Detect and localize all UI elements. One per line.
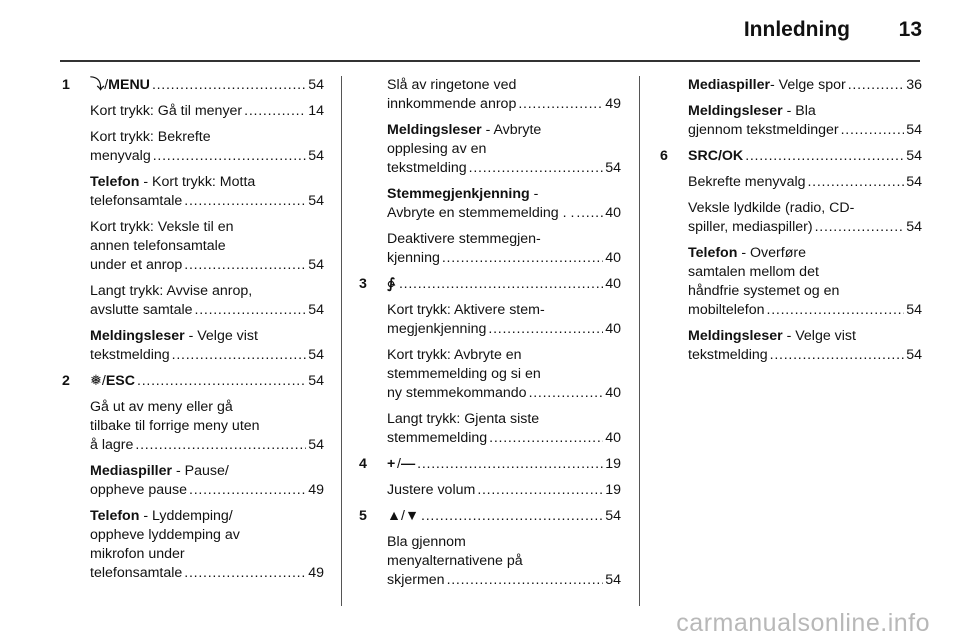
entry-line xyxy=(688,346,922,365)
index-entry xyxy=(387,121,621,178)
entry-text: - Velge spor xyxy=(770,77,846,93)
entry-line xyxy=(90,256,324,275)
entry-line xyxy=(688,327,922,346)
entry-line xyxy=(90,327,324,346)
voice-icon: ∳ xyxy=(387,276,395,292)
entry-text: håndfrie systemet og en xyxy=(688,283,840,299)
entry-text: menyvalg xyxy=(90,148,151,164)
dot-leader xyxy=(489,429,603,448)
page-reference: 54 xyxy=(906,174,922,190)
dot-leader xyxy=(745,147,904,166)
page-reference: 36 xyxy=(906,77,922,93)
entry-line xyxy=(90,76,324,95)
entry-number: 5 xyxy=(359,508,367,524)
dot-leader xyxy=(529,384,604,403)
dot-leader xyxy=(417,455,603,474)
control-key: ▼ xyxy=(405,508,420,524)
index-entry xyxy=(387,185,621,223)
column-divider xyxy=(341,76,342,606)
entry-text: mikrofon under xyxy=(90,546,185,562)
index-entry xyxy=(688,327,922,365)
entry-line xyxy=(90,436,324,455)
page-reference: 54 xyxy=(906,148,922,164)
entry-line xyxy=(90,192,324,211)
entry-number: 2 xyxy=(62,373,70,389)
dot-leader xyxy=(477,481,603,500)
index-entry xyxy=(90,128,324,166)
entry-text: Deaktivere stemmegjen- xyxy=(387,231,541,247)
entry-line xyxy=(387,301,621,320)
entry-text: - Kort trykk: Motta xyxy=(139,174,256,190)
entry-line xyxy=(688,282,922,301)
index-entry xyxy=(688,244,922,320)
entry-text: - Pause/ xyxy=(172,463,229,479)
entry-text: gjennom tekstmeldinger xyxy=(688,122,839,138)
entry-text: innkommende anrop xyxy=(387,96,517,112)
index-entry xyxy=(688,173,922,192)
entry-line xyxy=(387,384,621,403)
index-entry xyxy=(90,462,324,500)
entry-line xyxy=(90,462,324,481)
page-reference: 40 xyxy=(605,430,621,446)
entry-text: Gå ut av meny eller gå xyxy=(90,399,233,415)
entry-text: å lagre xyxy=(90,437,134,453)
entry-line xyxy=(90,218,324,237)
entry-keyword: Mediaspiller xyxy=(688,77,771,93)
dot-leader xyxy=(447,571,604,590)
page-reference: 54 xyxy=(605,160,621,176)
index-entry xyxy=(62,372,324,391)
entry-text: Kort trykk: Gå til menyer xyxy=(90,103,243,119)
entry-line xyxy=(90,545,324,564)
index-entry xyxy=(688,76,922,95)
page-reference: 54 xyxy=(308,302,324,318)
column-divider xyxy=(639,76,640,606)
entry-text: - Lyddemping/ xyxy=(139,508,233,524)
index-entry xyxy=(90,327,324,365)
dot-leader xyxy=(184,564,306,583)
header-rule xyxy=(60,60,920,62)
entry-text: Langt trykk: Gjenta siste xyxy=(387,411,540,427)
entry-line xyxy=(90,417,324,436)
index-entry xyxy=(359,507,621,526)
page-reference: 54 xyxy=(308,193,324,209)
control-icon: ⤵ xyxy=(90,77,105,93)
dot-leader xyxy=(815,218,905,237)
entry-keyword: Stemmegjenkjenning xyxy=(387,186,530,202)
entry-line xyxy=(387,507,621,526)
entry-line xyxy=(90,282,324,301)
entry-line xyxy=(387,429,621,448)
entry-separator: / xyxy=(401,508,405,524)
entry-line xyxy=(90,128,324,147)
entry-number: 3 xyxy=(359,276,367,292)
entry-line xyxy=(387,204,621,223)
page-reference: 54 xyxy=(906,219,922,235)
entry-text: telefonsamtale xyxy=(90,193,183,209)
entry-keyword: Telefon xyxy=(90,174,140,190)
entry-text: annen telefonsamtale xyxy=(90,238,226,254)
entry-line xyxy=(387,455,621,474)
entry-line xyxy=(387,320,621,339)
entry-text: oppheve pause xyxy=(90,482,188,498)
dot-leader xyxy=(135,436,306,455)
control-icon: + xyxy=(387,456,396,472)
entry-line xyxy=(688,121,922,140)
entry-text: oppheve lyddemping av xyxy=(90,527,240,543)
page-reference: 54 xyxy=(906,122,922,138)
entry-text: Kort trykk: Aktivere stem- xyxy=(387,302,545,318)
entry-keyword: Telefon xyxy=(688,245,738,261)
entry-line xyxy=(387,159,621,178)
entry-text: opplesing av en xyxy=(387,141,487,157)
index-entry xyxy=(387,410,621,448)
entry-text: - Avbryte xyxy=(481,122,542,138)
index-entry xyxy=(387,346,621,403)
entry-text: menyalternativene på xyxy=(387,553,523,569)
entry-text: - Overføre xyxy=(737,245,806,261)
page-reference: 49 xyxy=(308,565,324,581)
entry-text: tekstmelding xyxy=(387,160,467,176)
control-icon: ▲ xyxy=(387,508,402,524)
dot-leader xyxy=(770,346,905,365)
dot-leader xyxy=(137,372,306,391)
page-reference: 40 xyxy=(605,250,621,266)
entry-line xyxy=(387,76,621,95)
entry-separator: / xyxy=(101,373,106,389)
entry-text: Justere volum xyxy=(387,482,476,498)
dot-leader xyxy=(576,204,603,223)
entry-text: Avbryte en stemmemelding . . xyxy=(387,205,575,221)
column-1 xyxy=(62,76,324,590)
control-key: MENU xyxy=(108,77,150,93)
dot-leader xyxy=(841,121,905,140)
index-entry xyxy=(387,230,621,268)
index-entry xyxy=(90,282,324,320)
page-reference: 54 xyxy=(308,77,324,93)
column-2 xyxy=(359,76,621,597)
entry-text: stemmemelding og si en xyxy=(387,366,541,382)
entry-text: samtalen mellom det xyxy=(688,264,819,280)
entry-line xyxy=(90,173,324,192)
dot-leader xyxy=(184,256,306,275)
dot-leader xyxy=(848,76,904,95)
dot-leader xyxy=(469,159,604,178)
entry-line xyxy=(688,263,922,282)
entry-number: 4 xyxy=(359,456,367,472)
entry-line xyxy=(90,147,324,166)
entry-keyword: Meldingsleser xyxy=(90,328,185,344)
index-entry xyxy=(90,173,324,211)
dot-leader xyxy=(767,301,905,320)
entry-line xyxy=(90,237,324,256)
page-reference: 49 xyxy=(308,482,324,498)
page-reference: 40 xyxy=(605,321,621,337)
entry-keyword: Telefon xyxy=(90,508,140,524)
entry-line xyxy=(387,365,621,384)
entry-line xyxy=(688,147,922,166)
index-entry xyxy=(90,218,324,275)
entry-line xyxy=(688,199,922,218)
entry-line xyxy=(387,185,621,204)
entry-number: 6 xyxy=(660,148,668,164)
control-key: — xyxy=(400,456,416,472)
control-key: SRC/OK xyxy=(688,148,744,164)
entry-separator: / xyxy=(397,456,401,472)
entry-line xyxy=(387,410,621,429)
entry-text: stemmemelding xyxy=(387,430,488,446)
entry-line xyxy=(90,102,324,121)
page-reference: 49 xyxy=(605,96,621,112)
entry-line xyxy=(387,481,621,500)
entry-text: ny stemmekommando xyxy=(387,385,527,401)
dot-leader xyxy=(172,346,307,365)
entry-keyword: Meldingsleser xyxy=(688,103,783,119)
entry-line xyxy=(688,218,922,237)
index-entry xyxy=(387,76,621,114)
entry-line xyxy=(387,230,621,249)
dot-leader xyxy=(152,76,306,95)
entry-line xyxy=(387,275,621,294)
page-reference: 54 xyxy=(906,302,922,318)
entry-line xyxy=(688,244,922,263)
page-reference: 54 xyxy=(308,257,324,273)
entry-line xyxy=(90,301,324,320)
page-reference: 54 xyxy=(906,347,922,363)
entry-text: Kort trykk: Avbryte en xyxy=(387,347,522,363)
entry-text: avslutte samtale xyxy=(90,302,193,318)
page-number: 13 xyxy=(898,18,922,41)
control-key: ESC xyxy=(105,373,136,389)
entry-text: - xyxy=(529,186,539,202)
entry-text: - Bla xyxy=(782,103,816,119)
dot-leader xyxy=(244,102,306,121)
dot-leader xyxy=(808,173,905,192)
entry-text: tekstmelding xyxy=(688,347,768,363)
entry-text: Bekrefte menyvalg xyxy=(688,174,806,190)
page-reference: 40 xyxy=(605,385,621,401)
index-entry xyxy=(688,199,922,237)
entry-line xyxy=(387,95,621,114)
index-entry xyxy=(62,76,324,95)
entry-text: mobiltelefon xyxy=(688,302,765,318)
entry-line xyxy=(688,76,922,95)
index-entry xyxy=(90,102,324,121)
entry-line xyxy=(688,301,922,320)
entry-line xyxy=(90,507,324,526)
entry-line xyxy=(90,481,324,500)
entry-text: spiller, mediaspiller) xyxy=(688,219,813,235)
index-entry xyxy=(359,275,621,294)
index-entry xyxy=(90,398,324,455)
dot-leader xyxy=(442,249,603,268)
entry-line xyxy=(90,398,324,417)
page-reference: 54 xyxy=(605,508,621,524)
entry-text: Slå av ringetone ved xyxy=(387,77,517,93)
index-entry xyxy=(359,455,621,474)
entry-line xyxy=(90,372,324,391)
page-reference: 19 xyxy=(605,456,621,472)
index-entry xyxy=(387,533,621,590)
index-entry xyxy=(660,147,922,166)
dot-leader xyxy=(153,147,306,166)
entry-line xyxy=(387,121,621,140)
entry-text: Bla gjennom xyxy=(387,534,466,550)
index-entry xyxy=(90,507,324,583)
dot-leader xyxy=(488,320,603,339)
page-header xyxy=(0,18,960,48)
entry-text: telefonsamtale xyxy=(90,565,183,581)
entry-keyword: Meldingsleser xyxy=(387,122,482,138)
entry-keyword: Meldingsleser xyxy=(688,328,783,344)
entry-line xyxy=(90,564,324,583)
dot-leader xyxy=(195,301,307,320)
page-reference: 40 xyxy=(605,276,621,292)
index-entry xyxy=(688,102,922,140)
page-title: Innledning xyxy=(743,18,850,41)
entry-line xyxy=(688,173,922,192)
dot-leader xyxy=(399,275,603,294)
dot-leader xyxy=(189,481,306,500)
entry-line xyxy=(387,552,621,571)
entry-number: 1 xyxy=(62,77,70,93)
page-reference: 54 xyxy=(308,437,324,453)
dot-leader xyxy=(518,95,603,114)
entry-text: - Velge vist xyxy=(782,328,856,344)
entry-text: tilbake til forrige meny uten xyxy=(90,418,260,434)
entry-text: under et anrop xyxy=(90,257,183,273)
entry-text: megjenkjenning xyxy=(387,321,487,337)
entry-line xyxy=(90,526,324,545)
dot-leader xyxy=(184,192,306,211)
page-reference: 40 xyxy=(605,205,621,221)
index-entry xyxy=(387,481,621,500)
entry-text: Veksle lydkilde (radio, CD- xyxy=(688,200,855,216)
entry-text: Langt trykk: Avvise anrop, xyxy=(90,283,253,299)
dot-leader xyxy=(421,507,603,526)
control-icon: ❅ xyxy=(90,373,102,389)
entry-text: tekstmelding xyxy=(90,347,170,363)
entry-text: skjermen xyxy=(387,572,445,588)
page-reference: 54 xyxy=(308,148,324,164)
entry-text: Kort trykk: Bekrefte xyxy=(90,129,211,145)
page-reference: 54 xyxy=(605,572,621,588)
entry-separator: / xyxy=(104,77,109,93)
entry-line xyxy=(90,346,324,365)
page-reference: 14 xyxy=(308,103,324,119)
entry-line xyxy=(387,346,621,365)
watermark: carmanualsonline.info xyxy=(676,609,930,637)
entry-text: - Velge vist xyxy=(184,328,258,344)
column-3 xyxy=(660,76,922,372)
entry-line xyxy=(387,533,621,552)
page-reference: 54 xyxy=(308,373,324,389)
entry-text: Kort trykk: Vekslе til en xyxy=(90,219,234,235)
page-reference: 19 xyxy=(605,482,621,498)
entry-keyword: Mediaspiller xyxy=(90,463,173,479)
entry-line xyxy=(688,102,922,121)
index-entry xyxy=(387,301,621,339)
entry-line xyxy=(387,140,621,159)
entry-line xyxy=(387,249,621,268)
page-reference: 54 xyxy=(308,347,324,363)
entry-line xyxy=(387,571,621,590)
entry-text: kjenning xyxy=(387,250,440,266)
